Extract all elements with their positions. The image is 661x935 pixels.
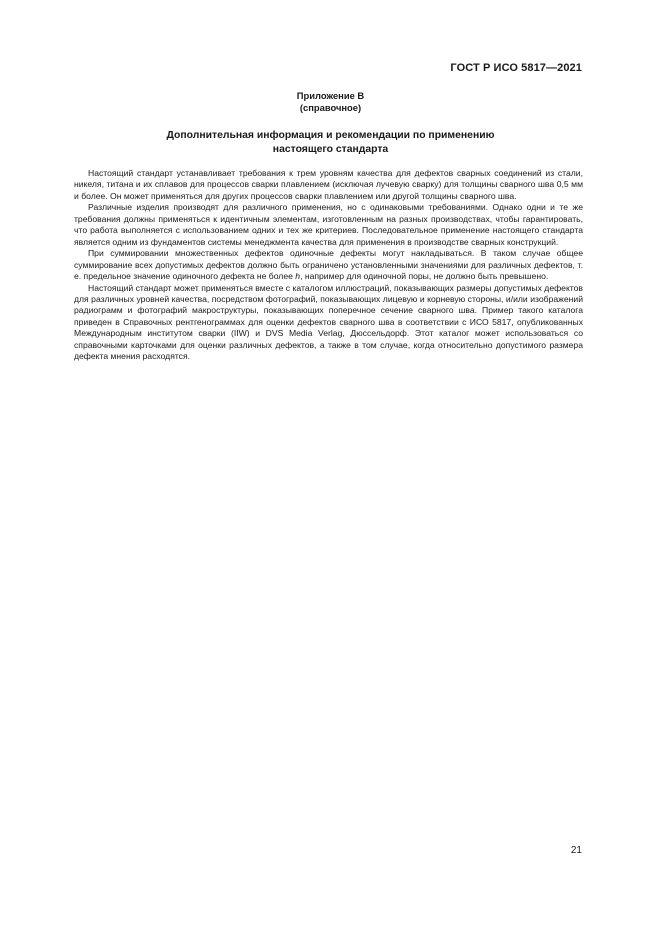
variable-h: h <box>295 271 301 282</box>
paragraph-catalogue: Настоящий стандарт может применяться вместе с каталогом иллюстраций, показывающих размеры допустимых дефектов для различных уровней качества, посредством фотографий, показывающих лицевую и корневую стороны, и/или изображений радиограмм и фотографий макроструктуры, показывающих поперечное сечение сварного шва. Пример такого каталога приведен в Справочных рентгенограммах для оценки дефектов сварного шва в соответствии с ИСО 5817, опубликованных Международным институтом сварки (IIW) и DVS Media Verlag, Дюссельдорф. Этот каталог может использоваться со справочными карточками для оценки различных дефектов, а также в том случае, когда относительно допустимого размера дефекта мнения расходятся. <box>74 282 583 362</box>
body-text <box>74 168 583 363</box>
paragraph-multiple-defects-part-2: , например для одиночной поры, не должно быть превышено. <box>300 271 549 282</box>
paragraph-requirements: Различные изделия производят для различного применения, но с одинаковыми требованиями. Однако одни и те же требования должны применяться к идентичным элементам, изготовленным на разных производствах, чтобы гарантировать, что работа выполняется с использованием одних и тех же критериев. Последовательное применение настоящего стандарта является одним из фундаментов системы менеджмента качества для применения в производстве сварных конструкций. <box>74 202 583 247</box>
paragraph-scope: Настоящий стандарт устанавливает требования к трем уровням качества для дефектов сварных соединений из стали, никеля, титана и их сплавов для процессов сварки плавлением (исключая лучевую сварку) для толщины сварного шва 0,5 мм и более. Он может применяться для других процессов сварки плавлением или другой толщины сварного шва. <box>74 168 583 201</box>
paragraph-multiple-defects <box>74 248 583 282</box>
annex-name: Приложение В <box>296 90 365 101</box>
standard-code: ГОСТ Р ИСО 5817—2021 <box>450 62 582 74</box>
annex-type: (справочное) <box>299 101 362 113</box>
page-number: 21 <box>570 845 582 856</box>
section-title-line-2: настоящего стандарта <box>272 144 389 155</box>
annex-heading <box>0 90 661 113</box>
section-title-line-1: Дополнительная информация и рекомендации по применению <box>166 130 495 141</box>
section-title <box>0 129 661 157</box>
paragraph-multiple-defects-part-1: При суммировании множественных дефектов одиночные дефекты могут накладываться. В таком случае общее суммирование всех допустимых дефектов должно быть ограничено установленными значениями для различных дефектов, т. е. предельное значение одиночного дефекта не более <box>74 248 583 282</box>
